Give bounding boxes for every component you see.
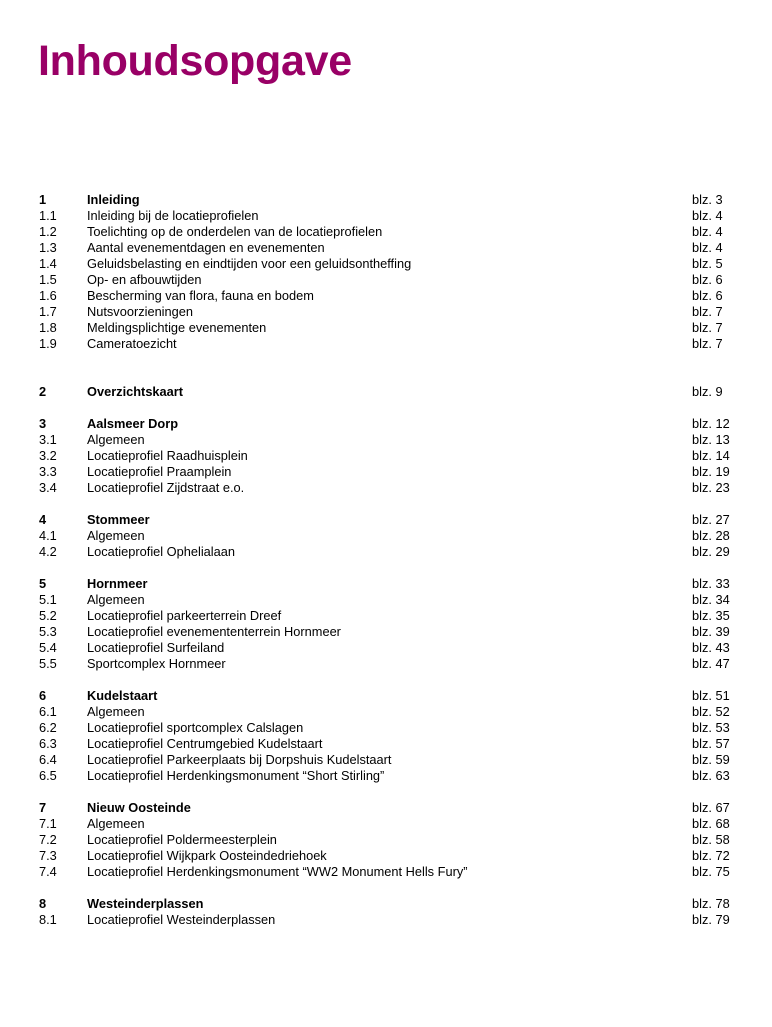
toc-entry-row[interactable] <box>39 656 739 672</box>
toc-title: Stommeer <box>87 512 150 527</box>
toc-entry-row[interactable] <box>39 736 739 752</box>
toc-title: Algemeen <box>87 432 145 447</box>
section-spacer <box>39 784 739 800</box>
toc-number: 7 <box>39 800 47 815</box>
toc-title: Kudelstaart <box>87 688 158 703</box>
toc-chapter-row[interactable] <box>39 192 739 208</box>
toc-page-number: blz. 9 <box>692 384 723 399</box>
toc-number: 6 <box>39 688 47 703</box>
section-spacer <box>39 560 739 576</box>
toc-page-number: blz. 47 <box>692 656 730 671</box>
toc-page-number: blz. 35 <box>692 608 730 623</box>
toc-number: 6.1 <box>39 704 57 719</box>
toc-entry-row[interactable] <box>39 832 739 848</box>
section-spacer <box>39 880 739 896</box>
toc-title: Op- en afbouwtijden <box>87 272 202 287</box>
toc-title: Locatieprofiel Herdenkingsmonument “Short Stirling” <box>87 768 385 783</box>
toc-title: Westeinderplassen <box>87 896 204 911</box>
toc-number: 1.9 <box>39 336 57 351</box>
toc-title: Locatieprofiel Parkeerplaats bij Dorpshuis Kudelstaart <box>87 752 392 767</box>
toc-entry-row[interactable] <box>39 912 739 928</box>
toc-page-number: blz. 79 <box>692 912 730 927</box>
toc-title: Locatieprofiel Poldermeesterplein <box>87 832 277 847</box>
toc-page-number: blz. 72 <box>692 848 730 863</box>
toc-entry-row[interactable] <box>39 208 739 224</box>
toc-title: Locatieprofiel Zijdstraat e.o. <box>87 480 245 495</box>
toc-entry-row[interactable] <box>39 480 739 496</box>
toc-entry-row[interactable] <box>39 816 739 832</box>
page-title: Inhoudsopgave <box>38 37 352 85</box>
section-spacer <box>39 352 739 384</box>
table-of-contents <box>39 192 739 928</box>
toc-chapter-row[interactable] <box>39 800 739 816</box>
toc-title: Aalsmeer Dorp <box>87 416 179 431</box>
toc-number: 7.1 <box>39 816 57 831</box>
toc-page-number: blz. 34 <box>692 592 730 607</box>
toc-chapter-row[interactable] <box>39 688 739 704</box>
toc-page-number: blz. 29 <box>692 544 730 559</box>
toc-number: 6.5 <box>39 768 57 783</box>
toc-title: Locatieprofiel Praamplein <box>87 464 232 479</box>
toc-title: Sportcomplex Hornmeer <box>87 656 226 671</box>
toc-number: 1.5 <box>39 272 57 287</box>
toc-number: 1.7 <box>39 304 57 319</box>
toc-entry-row[interactable] <box>39 752 739 768</box>
toc-page-number: blz. 4 <box>692 208 723 223</box>
toc-number: 1.8 <box>39 320 57 335</box>
toc-page-number: blz. 23 <box>692 480 730 495</box>
toc-number: 2 <box>39 384 47 399</box>
toc-entry-row[interactable] <box>39 304 739 320</box>
toc-page-number: blz. 7 <box>692 320 723 335</box>
toc-title: Locatieprofiel Wijkpark Oosteindedriehoek <box>87 848 327 863</box>
toc-entry-row[interactable] <box>39 320 739 336</box>
toc-page-number: blz. 59 <box>692 752 730 767</box>
toc-chapter-row[interactable] <box>39 896 739 912</box>
toc-entry-row[interactable] <box>39 464 739 480</box>
toc-page-number: blz. 58 <box>692 832 730 847</box>
toc-title: Hornmeer <box>87 576 148 591</box>
toc-page-number: blz. 12 <box>692 416 730 431</box>
toc-title: Aantal evenementdagen en evenementen <box>87 240 325 255</box>
toc-page-number: blz. 63 <box>692 768 730 783</box>
toc-page-number: blz. 6 <box>692 288 723 303</box>
toc-entry-row[interactable] <box>39 720 739 736</box>
toc-number: 3.3 <box>39 464 57 479</box>
toc-entry-row[interactable] <box>39 224 739 240</box>
toc-page-number: blz. 13 <box>692 432 730 447</box>
toc-entry-row[interactable] <box>39 336 739 352</box>
toc-number: 8.1 <box>39 912 57 927</box>
toc-number: 3.4 <box>39 480 57 495</box>
toc-title: Locatieprofiel evenemententerrein Hornmeer <box>87 624 341 639</box>
toc-number: 4.2 <box>39 544 57 559</box>
toc-number: 1.4 <box>39 256 57 271</box>
toc-page-number: blz. 68 <box>692 816 730 831</box>
toc-chapter-row[interactable] <box>39 576 739 592</box>
toc-page-number: blz. 5 <box>692 256 723 271</box>
toc-title: Locatieprofiel Centrumgebied Kudelstaart <box>87 736 323 751</box>
toc-page-number: blz. 14 <box>692 448 730 463</box>
toc-title: Overzichtskaart <box>87 384 184 399</box>
toc-entry-row[interactable] <box>39 864 739 880</box>
toc-entry-row[interactable] <box>39 592 739 608</box>
toc-title: Locatieprofiel sportcomplex Calslagen <box>87 720 304 735</box>
toc-page-number: blz. 43 <box>692 640 730 655</box>
toc-title: Bescherming van flora, fauna en bodem <box>87 288 314 303</box>
section-spacer <box>39 496 739 512</box>
toc-page-number: blz. 19 <box>692 464 730 479</box>
toc-title: Locatieprofiel parkeerterrein Dreef <box>87 608 282 623</box>
toc-number: 1.2 <box>39 224 57 239</box>
toc-number: 3 <box>39 416 47 431</box>
toc-chapter-row[interactable] <box>39 384 739 400</box>
toc-entry-row[interactable] <box>39 528 739 544</box>
toc-chapter-row[interactable] <box>39 512 739 528</box>
toc-title: Toelichting op de onderdelen van de locatieprofielen <box>87 224 383 239</box>
toc-title: Meldingsplichtige evenementen <box>87 320 267 335</box>
toc-number: 5.1 <box>39 592 57 607</box>
toc-title: Locatieprofiel Herdenkingsmonument “WW2 Monument Hells Fury” <box>87 864 468 879</box>
toc-entry-row[interactable] <box>39 848 739 864</box>
toc-entry-row[interactable] <box>39 272 739 288</box>
toc-page-number: blz. 57 <box>692 736 730 751</box>
toc-entry-row[interactable] <box>39 448 739 464</box>
section-spacer <box>39 672 739 688</box>
toc-page-number: blz. 33 <box>692 576 730 591</box>
toc-page-number: blz. 6 <box>692 272 723 287</box>
toc-entry-row[interactable] <box>39 544 739 560</box>
toc-number: 3.1 <box>39 432 57 447</box>
toc-number: 6.4 <box>39 752 57 767</box>
toc-number: 5.4 <box>39 640 57 655</box>
toc-page-number: blz. 28 <box>692 528 730 543</box>
section-spacer <box>39 400 739 416</box>
toc-number: 1.3 <box>39 240 57 255</box>
toc-entry-row[interactable] <box>39 704 739 720</box>
toc-number: 7.2 <box>39 832 57 847</box>
toc-number: 5.2 <box>39 608 57 623</box>
toc-title: Geluidsbelasting en eindtijden voor een geluidsontheffing <box>87 256 412 271</box>
toc-entry-row[interactable] <box>39 608 739 624</box>
toc-title: Locatieprofiel Raadhuisplein <box>87 448 248 463</box>
toc-page-number: blz. 75 <box>692 864 730 879</box>
toc-title: Algemeen <box>87 592 145 607</box>
toc-entry-row[interactable] <box>39 256 739 272</box>
toc-page-number: blz. 39 <box>692 624 730 639</box>
toc-title: Nutsvoorzieningen <box>87 304 193 319</box>
toc-title: Inleiding <box>87 192 140 207</box>
toc-number: 6.3 <box>39 736 57 751</box>
toc-page-number: blz. 7 <box>692 336 723 351</box>
toc-title: Locatieprofiel Surfeiland <box>87 640 225 655</box>
toc-page-number: blz. 51 <box>692 688 730 703</box>
toc-title: Locatieprofiel Westeinderplassen <box>87 912 276 927</box>
toc-page-number: blz. 52 <box>692 704 730 719</box>
toc-number: 7.3 <box>39 848 57 863</box>
toc-chapter-row[interactable] <box>39 416 739 432</box>
toc-page-number: blz. 67 <box>692 800 730 815</box>
toc-entry-row[interactable] <box>39 432 739 448</box>
toc-number: 3.2 <box>39 448 57 463</box>
toc-page-number: blz. 4 <box>692 240 723 255</box>
toc-entry-row[interactable] <box>39 768 739 784</box>
toc-number: 1.1 <box>39 208 57 223</box>
toc-number: 4 <box>39 512 47 527</box>
toc-page-number: blz. 27 <box>692 512 730 527</box>
toc-number: 5.5 <box>39 656 57 671</box>
toc-entry-row[interactable] <box>39 288 739 304</box>
toc-page-number: blz. 53 <box>692 720 730 735</box>
toc-title: Locatieprofiel Ophelialaan <box>87 544 235 559</box>
toc-number: 4.1 <box>39 528 57 543</box>
toc-page-number: blz. 4 <box>692 224 723 239</box>
toc-page-number: blz. 7 <box>692 304 723 319</box>
toc-number: 6.2 <box>39 720 57 735</box>
toc-title: Algemeen <box>87 816 145 831</box>
toc-number: 7.4 <box>39 864 57 879</box>
toc-number: 8 <box>39 896 47 911</box>
toc-title: Algemeen <box>87 704 145 719</box>
toc-number: 1.6 <box>39 288 57 303</box>
toc-title: Nieuw Oosteinde <box>87 800 191 815</box>
toc-entry-row[interactable] <box>39 640 739 656</box>
toc-number: 1 <box>39 192 47 207</box>
toc-title: Algemeen <box>87 528 145 543</box>
toc-title: Inleiding bij de locatieprofielen <box>87 208 259 223</box>
toc-page-number: blz. 3 <box>692 192 723 207</box>
toc-number: 5 <box>39 576 47 591</box>
toc-number: 5.3 <box>39 624 57 639</box>
toc-title: Cameratoezicht <box>87 336 177 351</box>
toc-page-number: blz. 78 <box>692 896 730 911</box>
toc-entry-row[interactable] <box>39 624 739 640</box>
toc-entry-row[interactable] <box>39 240 739 256</box>
